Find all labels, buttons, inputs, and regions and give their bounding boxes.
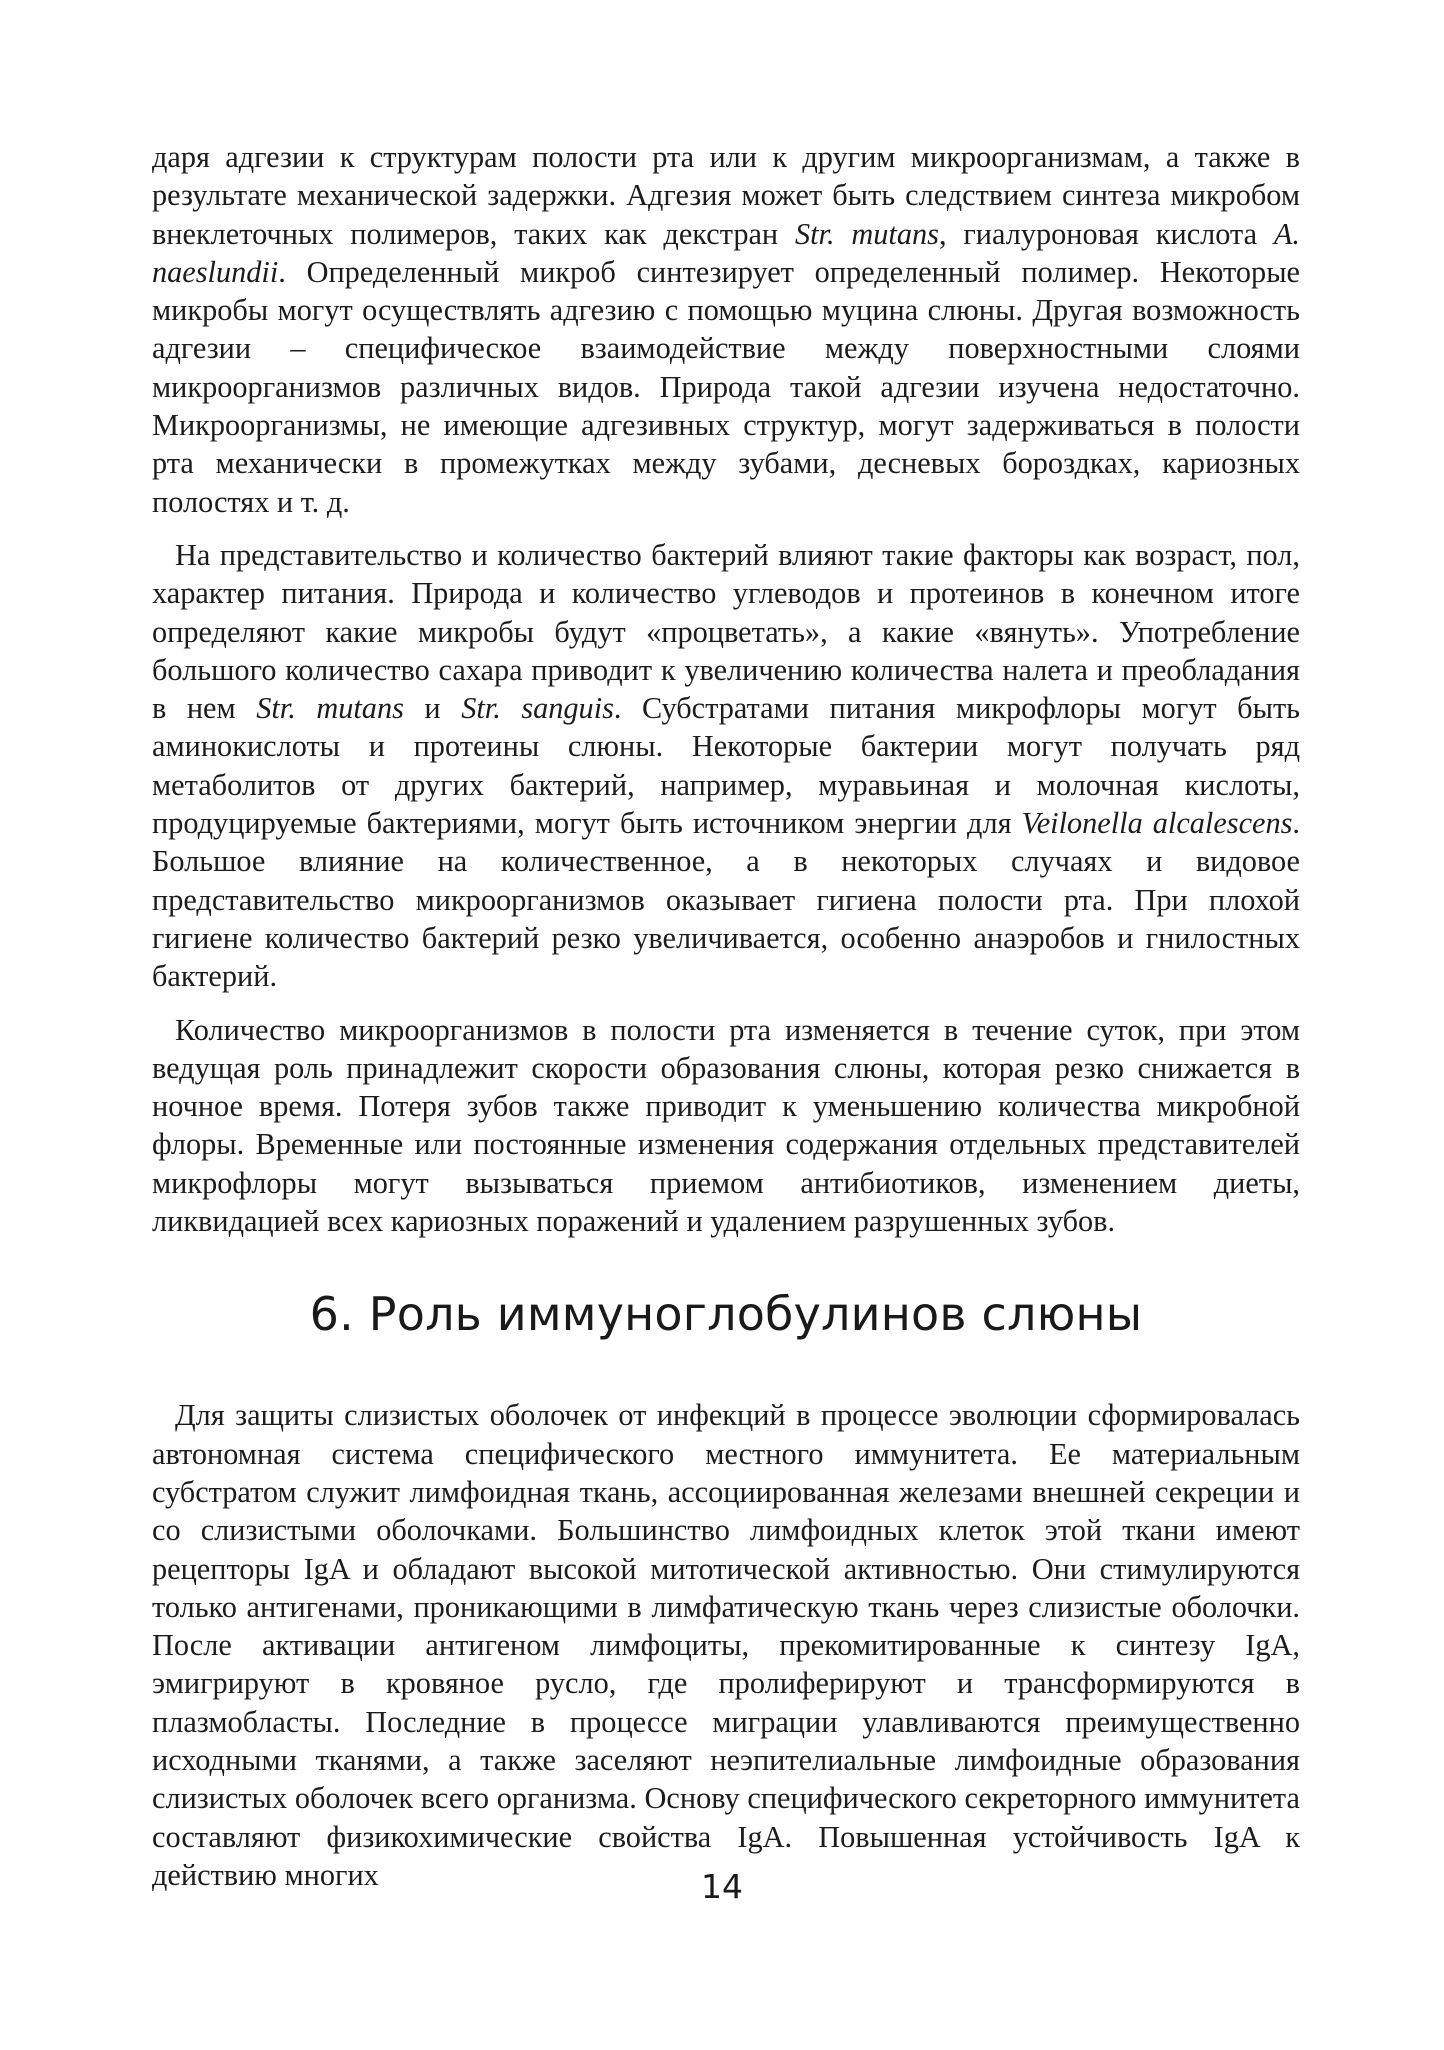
text-run: . Большое влияние на количественное, а в некоторых случаях и видовое представительство микроорганизмов оказывает гигиена полости рта. При плохой гигиене количество бактерий резко увеличивается, особенно анаэробов и гнилостных бактерий. bbox=[152, 806, 1300, 994]
body-text-bottom bbox=[152, 1396, 1300, 1894]
text-run: . Субстратами питания микрофлоры могут быть аминокислоты и протеины слюны. Некоторые бактерии могут получать ряд метаболитов от других бактерий, например, муравьиная и молочная кислоты, продуцируемые бактериями, могут быть источником энергии для bbox=[152, 691, 1300, 841]
italic-species-name: Str. mutans bbox=[794, 216, 939, 251]
text-run: На представительство и количество бактерий влияют такие факторы как возраст, пол, характер питания. Природа и количество углеводов и протеинов в конечном итоге определяют какие микробы будут «процветать», а какие «вянуть». Употребление большого количество сахара приводит к увеличению количества налета и преобладания в нем bbox=[152, 537, 1300, 726]
section-heading: 6. Роль иммуноглобулинов слюны bbox=[309, 1287, 1143, 1342]
text-run: и bbox=[403, 691, 462, 726]
text-run: . Определенный микроб синтезирует определенный полимер. Некоторые микробы могут осуществлять адгезию с помощью муцина слюны. Другая возможность адгезии – специфическое взаимодействие между поверхностными слоями микроорганизмов различных видов. Природа такой адгезии изучена недостаточно. Микроорганизмы, не имеющие адгезивных структур, могут задерживаться в полости рта механически в промежутках между зубами, десневых бороздках, кариозных полостях и т. д. bbox=[152, 254, 1300, 519]
italic-species-name: Str. sanguis bbox=[461, 691, 614, 726]
text-run: даря адгезии к структурам полости рта или к другим микроорганизмам, а также в результате механической задержки. Адгезия может быть следствием синтеза микробом внеклеточных полимеров, таких как декстран bbox=[152, 140, 1300, 251]
paragraph bbox=[152, 1396, 1300, 1894]
text-run: Для защиты слизистых оболочек от инфекций в процессе эволюции сформировалась автономная система специфического местного иммунитета. Ее материальным субстратом служит лимфоидная ткань, ассоциированная железами внешней секреции и со слизистыми оболочками. Большинство лимфоидных клеток этой ткани имеют рецепторы IgA и обладают высокой митотической активностью. Они стимулируются только антигенами, проникающими в лимфатическую ткань через слизистые оболочки. После активации антигеном лимфоциты, прекомитированные к синтезу IgA, эмигрируют в кровяное русло, где пролиферируют и трансформируются в плазмобласты. Последние в процессе миграции улавливаются преимущественно исходными тканями, а также заселяют неэпителиальные лимфоидные образования слизистых оболочек всего организма. Основу специфического секреторного иммунитета составляют физикохимические свойства IgA. Повышенная устойчивость IgA к действию многих bbox=[152, 1398, 1300, 1892]
paragraph bbox=[152, 1011, 1300, 1241]
page-number: 14 bbox=[701, 1867, 743, 1906]
body-text-top bbox=[152, 138, 1300, 1240]
paragraph bbox=[152, 138, 1300, 521]
text-run: , гиалуроновая кислота bbox=[938, 216, 1274, 251]
document-page bbox=[152, 138, 1300, 2008]
text-run: Количество микроорганизмов в полости рта изменяется в течение суток, при этом ведущая роль принадлежит скорости образования слюны, которая резко снижается в ночное время. Потеря зубов также приводит к уменьшению количества микробной флоры. Временные или постоянные изменения содержания отдельных представителей микрофлоры могут вызываться приемом антибиотиков, изменением диеты, ликвидацией всех кариозных поражений и удалением разрушенных зубов. bbox=[152, 1012, 1300, 1239]
paragraph bbox=[152, 536, 1300, 996]
italic-species-name: A. naeslundii bbox=[152, 216, 1301, 289]
italic-species-name: Veilonella alcalescens bbox=[1021, 806, 1293, 841]
italic-species-name: Str. mutans bbox=[256, 691, 404, 726]
